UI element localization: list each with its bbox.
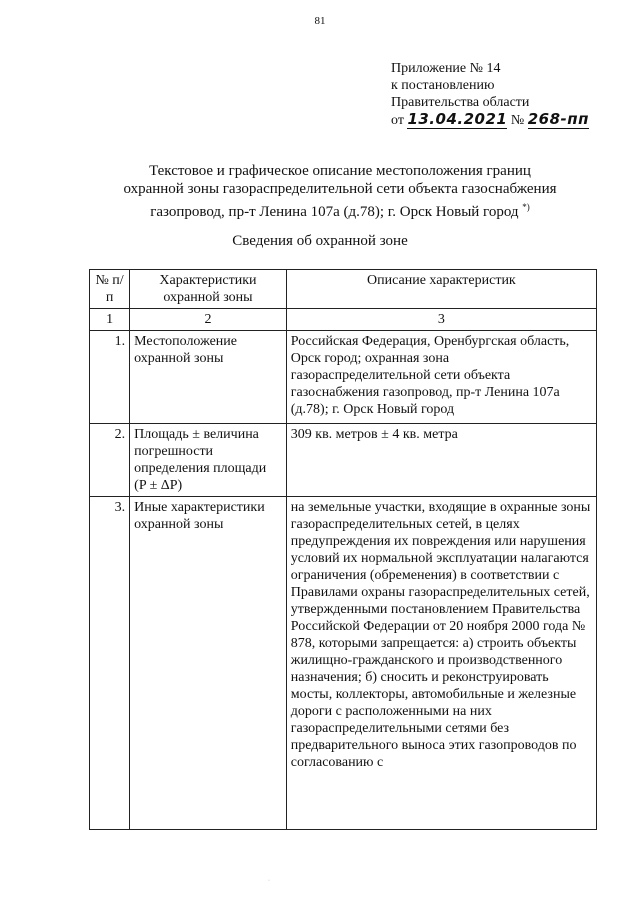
section-subtitle: Сведения об охранной зоне <box>232 233 408 249</box>
document-title <box>60 162 620 221</box>
row-num: 1. <box>90 331 130 424</box>
row-characteristic: Местоположение охранной зоны <box>130 331 287 424</box>
title-line-3-wrap <box>60 198 620 221</box>
table-row <box>90 424 597 497</box>
row-characteristic: Площадь ± величина погрешности определения площади (P ± ΔP) <box>130 424 287 497</box>
number-prefix: № <box>510 113 525 128</box>
footnote-mark: *) <box>522 202 530 212</box>
appendix-line-3: Правительства области <box>391 95 530 110</box>
row-characteristic: Иные характеристики охранной зоны <box>130 497 287 830</box>
table-row <box>90 497 597 830</box>
appendix-block <box>391 60 589 129</box>
row-description: на земельные участки, входящие в охранные зоны газораспределительных сетей, в целях предупреждения их повреждения или нарушения условий их нормальной эксплуатации налагаются ограничения (обременения) в соответствии с Правилами охраны газораспределительных сетей, утвержденными постановлением Правительства Российской Федерации от 20 ноября 2000 года № 878, которыми запрещается: а) строить объекты жилищно-гражданского и производственного назначения; б) сносить и реконструировать мосты, коллекторы, автомобильные и железные дороги с расположенными на них газораспределительными сетями без предварительного выноса этих газопроводов по согласованию с <box>286 497 596 830</box>
table-index-row <box>90 309 597 331</box>
row-description: 309 кв. метров ± 4 кв. метра <box>286 424 596 497</box>
scan-speck: · <box>268 878 270 884</box>
index-cell-3: 3 <box>286 309 596 331</box>
row-num: 3. <box>90 497 130 830</box>
from-prefix: от <box>391 113 404 128</box>
header-num: № п/п <box>90 270 130 309</box>
handwritten-number: 268-пп <box>527 110 589 128</box>
header-characteristic: Характеристики охранной зоны <box>130 270 287 309</box>
header-description: Описание характеристик <box>286 270 596 309</box>
table-header-row <box>90 270 597 309</box>
page-number: 81 <box>314 15 326 27</box>
title-line-3: газопровод, пр-т Ленина 107а (д.78); г. Орск Новый город <box>150 204 519 220</box>
row-num: 2. <box>90 424 130 497</box>
index-cell-2: 2 <box>130 309 287 331</box>
index-cell-1: 1 <box>90 309 130 331</box>
appendix-date-line <box>391 111 589 129</box>
table-row <box>90 331 597 424</box>
appendix-line-2: к постановлению <box>391 78 495 93</box>
appendix-line-1: Приложение № 14 <box>391 61 501 76</box>
zone-table <box>89 269 597 830</box>
title-line-1: Текстовое и графическое описание местоположения границ <box>149 163 531 179</box>
title-line-2: охранной зоны газораспределительной сети объекта газоснабжения <box>123 181 557 197</box>
row-description: Российская Федерация, Оренбургская область, Орск город; охранная зона газораспределительной сети объекта газоснабжения газопровод, пр-т Ленина 107а (д.78); г. Орск Новый город <box>286 331 596 424</box>
handwritten-date: 13.04.2021 <box>407 110 508 128</box>
